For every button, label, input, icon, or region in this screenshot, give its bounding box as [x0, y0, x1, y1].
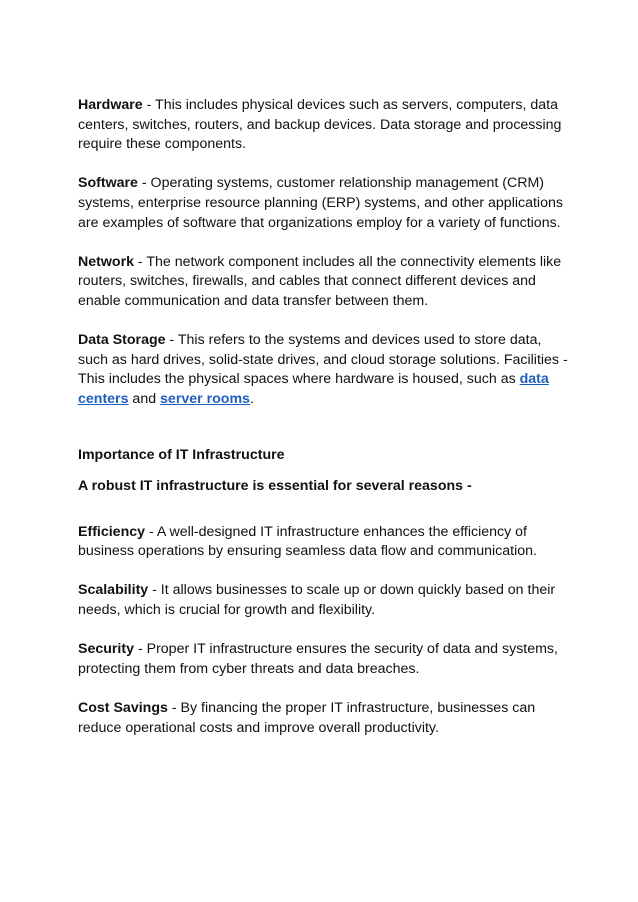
text-hardware: - This includes physical devices such as servers, computers, data centers, switches, routers, and backup devices. Data storage and processing require these components. — [78, 97, 562, 153]
term-hardware: Hardware — [78, 97, 143, 113]
text-efficiency: - A well-designed IT infrastructure enhances the efficiency of business operations by ensuring seamless data flow and communication. — [78, 523, 537, 560]
term-security: Security — [78, 641, 134, 658]
paragraph-efficiency — [78, 523, 568, 562]
text-security: - Proper IT infrastructure ensures the security of data and systems, protecting them from cyber threats and data breaches. — [78, 641, 558, 677]
paragraph-network — [78, 253, 568, 312]
paragraph-security — [78, 640, 568, 679]
text-software: - Operating systems, customer relationship management (CRM) systems, enterprise resource planning (ERP) systems, and other applications are examples of software that organizations employ for a variety of functions. — [78, 175, 563, 231]
paragraph-data-storage — [78, 331, 568, 409]
document-page — [78, 96, 568, 738]
text-and: and — [128, 390, 161, 407]
text-data-storage: - This refers to the systems and devices used to store data, such as hard drives, solid-state drives, and cloud storage solutions. Facilities - This includes the physical spaces where hardware is housed, such as — [78, 332, 568, 388]
link-server-rooms[interactable]: server rooms — [160, 390, 250, 407]
text-network: - The network component includes all the connectivity elements like routers, switches, firewalls, and cables that connect different devices and enable communication and data transfer between them. — [78, 253, 562, 309]
paragraph-cost-savings — [78, 699, 568, 738]
paragraph-hardware — [78, 96, 568, 155]
term-efficiency: Efficiency — [78, 523, 146, 540]
term-data-storage: Data Storage — [78, 332, 166, 349]
paragraph-scalability — [78, 581, 568, 620]
term-network: Network — [78, 253, 134, 270]
paragraph-software — [78, 174, 568, 233]
term-software: Software — [78, 175, 138, 192]
term-scalability: Scalability — [78, 582, 149, 599]
text-period: . — [249, 390, 254, 407]
link-data-centers[interactable]: data centers — [78, 371, 549, 407]
reasons-heading: A robust IT infrastructure is essential for several reasons - — [78, 478, 472, 495]
importance-heading: Importance of IT Infrastructure — [78, 446, 285, 463]
text-scalability: - It allows businesses to scale up or down quickly based on their needs, which is crucial for growth and flexibility. — [78, 582, 556, 619]
text-cost-savings: - By financing the proper IT infrastructure, businesses can reduce operational costs and improve overall productivity. — [78, 700, 536, 736]
term-cost-savings: Cost Savings — [78, 700, 168, 717]
